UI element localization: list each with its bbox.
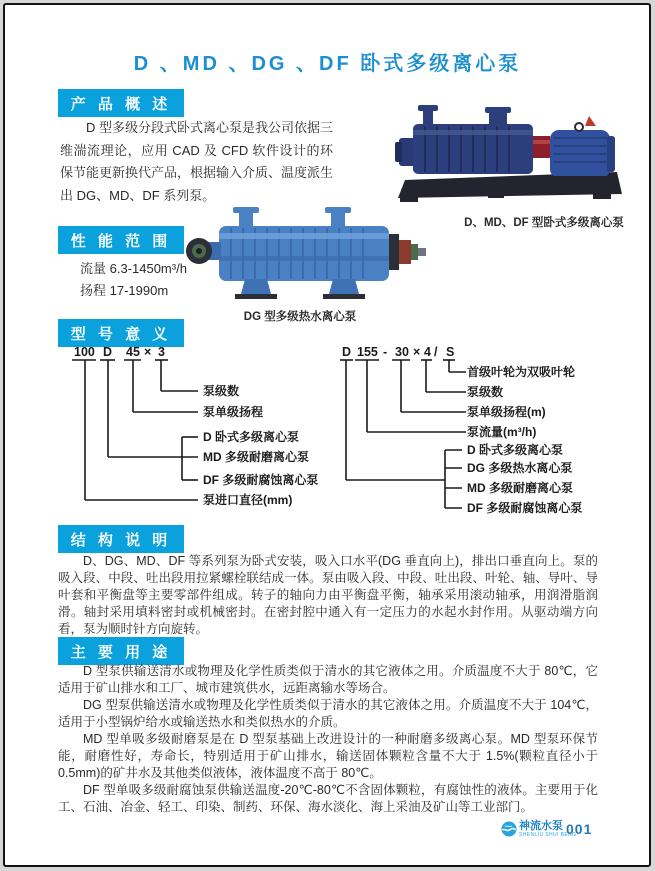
overview-paragraph: D 型多级分段式卧式离心泵是我公司依据三维湍流理论，应用 CAD 及 CFD 软件设计的环保节能更新换代产品，根据输入介质、温度派生出 DG、MD、DF 系列泵。 bbox=[60, 120, 334, 203]
footer-brand-name: 神流水泵 bbox=[519, 820, 563, 832]
pump-photo-dg-caption: DG 型多级热水离心泵 bbox=[243, 311, 357, 323]
model-right-label-d: D 卧式多级离心泵 bbox=[467, 443, 564, 457]
performance-flow: 流量 6.3-1450m³/h bbox=[80, 261, 187, 276]
model-diagram-right bbox=[335, 338, 627, 520]
pump-photo-d-md-df bbox=[393, 86, 625, 208]
model-right-token-155: 155 bbox=[357, 345, 378, 359]
section-heading-structure-label: 结 构 说 明 bbox=[70, 531, 172, 549]
section-heading-usage bbox=[58, 637, 184, 665]
brand-logo-icon bbox=[501, 821, 517, 837]
pump-photo-dg bbox=[183, 196, 428, 306]
model-left-token-x: × bbox=[144, 345, 152, 359]
section-heading-performance-label: 性 能 范 围 bbox=[70, 232, 172, 250]
model-left-label-df: DF 多级耐腐蚀离心泵 bbox=[203, 473, 319, 487]
section-heading-overview-label: 产 品 概 述 bbox=[70, 95, 172, 113]
model-left-label-d: D 卧式多级离心泵 bbox=[203, 430, 300, 444]
model-right-token-30: 30 bbox=[395, 345, 409, 359]
model-left-token-100: 100 bbox=[74, 345, 95, 359]
section-heading-performance bbox=[58, 226, 184, 254]
usage-paragraph-df: DF 型单吸多级耐腐蚀泵供输送温度-20℃-80℃不含固体颗粒，有腐蚀性的液体。主要用于化工、石油、冶金、轻工、印染、制药、环保、海水淡化、海上采油及矿山等工业部门。 bbox=[58, 783, 598, 814]
model-right-token-s: S bbox=[446, 345, 455, 359]
section-heading-usage-label: 主 要 用 途 bbox=[70, 643, 172, 661]
usage-paragraph-md: MD 型单吸多级耐磨泵是在 D 型泵基础上改进设计的一种耐磨多级离心泵。MD 型泵环保节能，耐磨性好，寿命长，特别适用于矿山排水，输送固体颗粒含量不大于 1.5%(颗粒直径小于 0.5mm)的矿井水及其他类似液体，液体温度不高于 80℃。 bbox=[58, 732, 598, 780]
model-right-token-4: 4 bbox=[424, 345, 431, 359]
model-right-label-double-suction: 首级叶轮为双吸叶轮 bbox=[467, 365, 576, 379]
model-left-token-45: 45 bbox=[126, 345, 140, 359]
section-heading-structure bbox=[58, 525, 184, 553]
model-right-token-x: × bbox=[413, 345, 421, 359]
model-right-token-dash: - bbox=[383, 345, 388, 359]
model-right-token-d: D bbox=[342, 345, 352, 359]
model-right-label-dg: DG 多级热水离心泵 bbox=[467, 461, 573, 475]
model-left-label-stages: 泵级数 bbox=[203, 384, 240, 398]
page-number: 001 bbox=[566, 821, 593, 837]
footer-brand-subtext: SHENLIU SHUI BENG bbox=[519, 832, 577, 838]
model-right-label-flow: 泵流量(m³/h) bbox=[467, 425, 537, 439]
model-right-token-slash: / bbox=[434, 345, 438, 359]
model-diagram-left bbox=[58, 338, 350, 513]
usage-paragraph-dg: DG 型泵供输送清水或物理及化学性质类似于清水的其它液体之用。介质温度不大于 104℃，适用于小型锅炉给水或输送热水和类似热水的介质。 bbox=[58, 698, 598, 729]
model-left-label-inlet: 泵进口直径(mm) bbox=[203, 493, 293, 507]
structure-paragraph: D、DG、MD、DF 等系列泵为卧式安装，吸入口水平(DG 垂直向上)，排出口垂直向上。泵的吸入段、中段、吐出段用拉紧螺栓联结成一体。泵由吸入段、中段、吐出段、叶轮、轴、导叶、导叶套和平衡盘等主要零部件组成。转子的轴向力由平衡盘平衡，轴承采用滚动轴承，用润滑脂润滑。轴封采用填料密封或机械密封。在密封腔中通入有一定压力的水起水封作用。从驱动端方向看，泵为顺时针方向旋转。 bbox=[58, 554, 598, 636]
section-heading-overview bbox=[58, 89, 184, 117]
model-left-label-head: 泵单级扬程 bbox=[203, 405, 264, 419]
model-right-label-df: DF 多级耐腐蚀离心泵 bbox=[467, 501, 583, 515]
model-right-label-head: 泵单级扬程(m) bbox=[467, 405, 546, 419]
model-left-token-d: D bbox=[103, 345, 113, 359]
model-right-label-stages: 泵级数 bbox=[467, 385, 504, 399]
usage-paragraph-d: D 型泵供输送清水或物理及化学性质类似于清水的其它液体之用。介质温度不大于 80℃，它适用于矿山排水和工厂、城市建筑供水，远距离输水等场合。 bbox=[58, 664, 598, 695]
pump-photo-d-md-df-caption: D、MD、DF 型卧式多级离心泵 bbox=[464, 217, 624, 229]
section-heading-model-label: 型 号 意 义 bbox=[70, 325, 172, 343]
performance-head: 扬程 17-1990m bbox=[80, 283, 169, 298]
page-title: D 、MD 、DG 、DF 卧式多级离心泵 bbox=[133, 53, 522, 75]
model-left-label-md: MD 多级耐磨离心泵 bbox=[203, 450, 309, 464]
model-left-token-3: 3 bbox=[158, 345, 165, 359]
model-right-label-md: MD 多级耐磨离心泵 bbox=[467, 481, 573, 495]
